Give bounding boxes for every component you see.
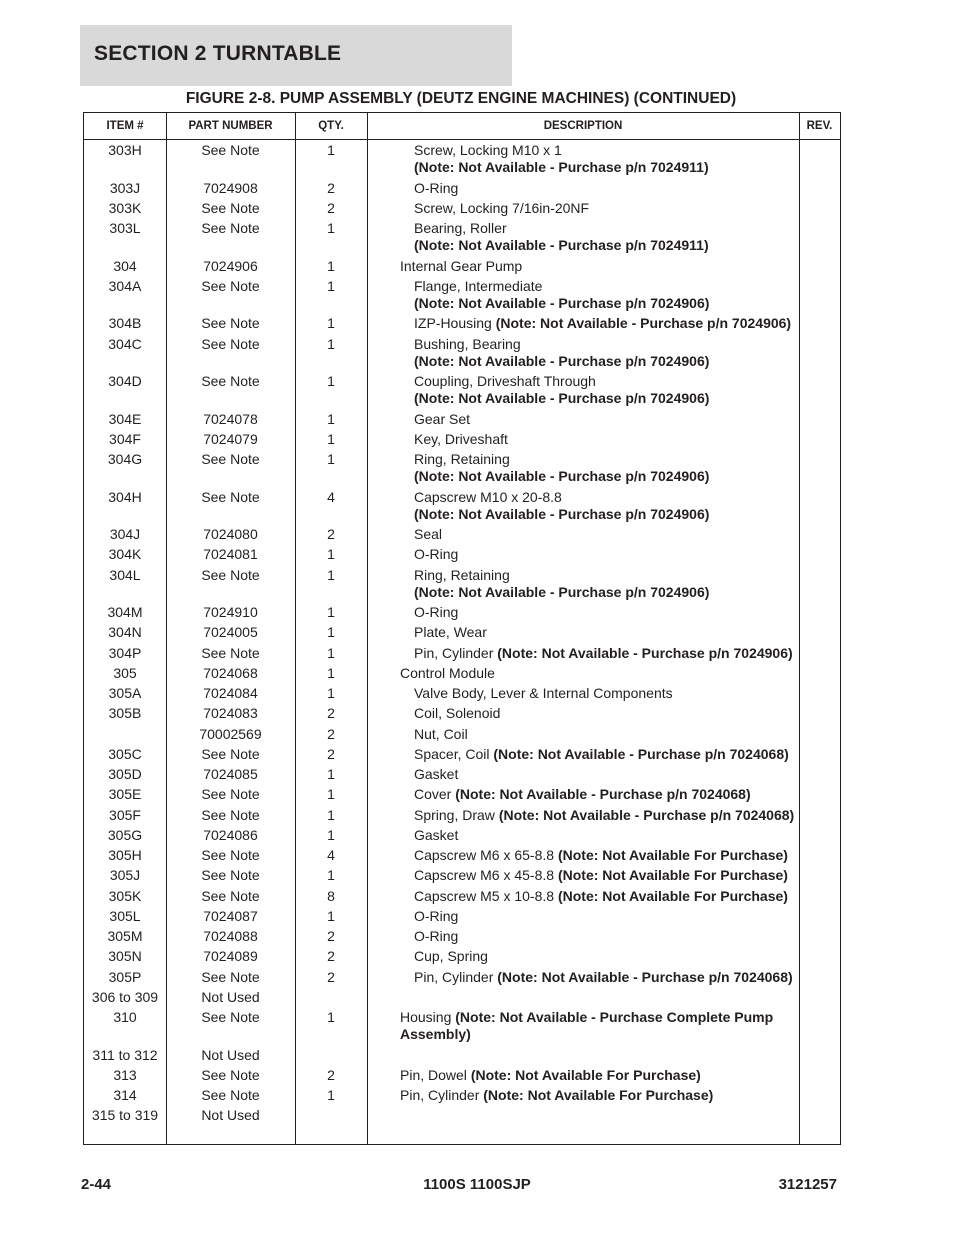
description	[414, 220, 814, 254]
description	[400, 665, 800, 682]
part-number: See Note	[201, 644, 260, 661]
item-number: 304	[113, 257, 137, 274]
description	[414, 969, 814, 986]
table-row	[84, 665, 840, 685]
quantity: 1	[327, 142, 335, 158]
table-row	[84, 1009, 840, 1047]
description-text: Capscrew M5 x 10-8.8	[414, 887, 558, 904]
quantity: 2	[327, 199, 335, 216]
description	[400, 1067, 800, 1084]
description-text: O-Ring	[414, 546, 459, 563]
part-number: Not Used	[201, 1046, 260, 1063]
item-number: 305L	[109, 907, 141, 924]
description	[414, 624, 814, 641]
availability-note: (Note: Not Available - Purchase p/n 7024906)	[414, 390, 710, 406]
table-row	[84, 142, 840, 180]
table-row	[84, 1107, 840, 1127]
table-row	[84, 624, 840, 644]
item-number: 305J	[109, 867, 141, 884]
description	[414, 827, 814, 844]
table-row	[84, 258, 840, 278]
part-number: 7024083	[203, 705, 258, 722]
quantity: 1	[327, 826, 335, 843]
item-number: 305C	[108, 745, 142, 762]
table-row	[84, 315, 840, 335]
description	[414, 766, 814, 783]
table-row	[84, 847, 840, 867]
part-number: See Note	[201, 1066, 260, 1083]
availability-note: (Note: Not Available - Purchase p/n 7024911)	[414, 159, 709, 175]
item-number: 315 to 319	[91, 1107, 159, 1124]
description	[414, 373, 814, 407]
table-row	[84, 411, 840, 431]
quantity: 1	[327, 664, 335, 681]
description	[414, 705, 814, 722]
description	[414, 867, 814, 884]
table-row	[84, 1047, 840, 1067]
table-row	[84, 786, 840, 806]
item-number: 304A	[108, 277, 142, 294]
table-row	[84, 766, 840, 786]
description-text: Gear Set	[414, 410, 471, 427]
description-text: O-Ring	[414, 907, 459, 924]
part-number: See Note	[201, 1009, 260, 1025]
part-number: See Note	[201, 315, 260, 332]
description-text: Gasket	[414, 766, 459, 782]
table-row	[84, 526, 840, 546]
part-number: See Note	[201, 488, 260, 505]
description	[414, 489, 814, 523]
description	[414, 726, 814, 743]
quantity: 1	[327, 624, 335, 641]
item-number: 305D	[108, 766, 142, 782]
table-row	[84, 807, 840, 827]
table-row	[84, 969, 840, 989]
description-text: Seal	[414, 526, 443, 542]
quantity: 1	[327, 410, 335, 427]
quantity: 1	[327, 566, 335, 583]
table-row	[84, 200, 840, 220]
quantity: 1	[327, 867, 335, 884]
part-number: 7024084	[203, 685, 258, 701]
description	[414, 567, 814, 601]
description	[414, 786, 814, 803]
item-number: 304E	[108, 410, 142, 427]
description-text: Capscrew M6 x 65-8.8	[414, 847, 558, 863]
item-number: 305A	[108, 685, 142, 701]
description	[414, 928, 814, 945]
part-number: See Note	[201, 786, 260, 803]
availability-note: (Note: Not Available For Purchase)	[557, 887, 788, 904]
part-number: See Note	[201, 277, 260, 294]
item-number: 303H	[108, 142, 142, 158]
table-body	[84, 142, 840, 1128]
description	[414, 431, 814, 448]
description-text: Ring, Retaining	[414, 566, 510, 583]
availability-note: (Note: Not Available - Purchase p/n 7024068)	[498, 806, 795, 823]
part-number: See Note	[201, 1087, 260, 1103]
item-number: 304N	[108, 624, 142, 641]
table-row	[84, 180, 840, 200]
availability-note: (Note: Not Available - Purchase Complete Pump	[455, 1009, 774, 1025]
table-row	[84, 726, 840, 746]
item-number: 304H	[108, 488, 142, 505]
table-row	[84, 908, 840, 928]
description-text: O-Ring	[414, 604, 459, 620]
item-number: 304C	[108, 335, 142, 352]
table-row	[84, 645, 840, 665]
table-row	[84, 489, 840, 527]
part-number: See Note	[201, 847, 260, 863]
description	[400, 1087, 800, 1104]
quantity: 2	[327, 526, 335, 542]
availability-note: (Note: Not Available - Purchase p/n 7024068)	[497, 968, 793, 985]
item-number: 305N	[108, 948, 142, 965]
part-number: Not Used	[201, 1107, 260, 1124]
part-number: 7024078	[203, 410, 258, 427]
availability-note: (Note: Not Available - Purchase p/n 7024906)	[414, 294, 710, 311]
item-number: 314	[113, 1087, 137, 1103]
availability-note: Assembly)	[400, 1026, 471, 1042]
description-text: Capscrew M6 x 45-8.8	[414, 867, 558, 884]
availability-note: (Note: Not Available For Purchase)	[483, 1087, 714, 1103]
item-number: 304M	[107, 604, 143, 620]
section-header	[80, 25, 512, 86]
item-number: 304B	[108, 315, 142, 332]
item-number: 304D	[108, 373, 142, 389]
quantity: 2	[327, 928, 335, 944]
description-text: Pin, Dowel	[400, 1066, 471, 1083]
description-text: Screw, Locking M10 x 1	[414, 142, 562, 158]
part-number: 7024910	[203, 604, 258, 620]
quantity: 2	[327, 725, 335, 742]
quantity: 1	[327, 604, 335, 620]
part-number: 7024068	[203, 664, 258, 681]
table-row	[84, 431, 840, 451]
availability-note: (Note: Not Available - Purchase p/n 7024906)	[414, 505, 710, 522]
item-number: 305M	[107, 928, 143, 944]
item-number: 305F	[109, 806, 141, 823]
item-number: 305B	[108, 705, 142, 722]
description	[414, 180, 814, 197]
quantity: 2	[327, 705, 335, 722]
description	[414, 142, 814, 176]
availability-note: (Note: Not Available - Purchase p/n 7024068)	[493, 745, 789, 762]
description-text: Capscrew M10 x 20-8.8	[414, 488, 562, 505]
quantity: 2	[327, 745, 335, 762]
description	[414, 847, 814, 864]
header-qty: QTY.	[318, 120, 344, 132]
description-text: IZP-Housing	[414, 315, 496, 332]
description	[414, 411, 814, 428]
table-row	[84, 989, 840, 1009]
description-text: Pin, Cylinder	[414, 968, 498, 985]
table-row	[84, 451, 840, 489]
part-number: See Note	[201, 451, 260, 467]
document-number: 3121257	[778, 1176, 837, 1193]
description-text: Pin, Cylinder	[400, 1087, 484, 1103]
part-number: 70002569	[199, 725, 262, 742]
description-text: Internal Gear Pump	[400, 257, 523, 274]
part-number: See Note	[201, 806, 260, 823]
table-row	[84, 827, 840, 847]
quantity: 4	[327, 847, 335, 863]
item-number: 304L	[109, 566, 141, 583]
item-number: 306 to 309	[91, 988, 159, 1005]
quantity: 2	[327, 948, 335, 965]
availability-note: (Note: Not Available - Purchase p/n 7024911)	[414, 237, 709, 253]
part-number: See Note	[201, 373, 260, 389]
table-row	[84, 373, 840, 411]
quantity: 4	[327, 488, 335, 505]
item-number: 304J	[109, 526, 141, 542]
part-number: See Note	[201, 867, 260, 884]
header-part-number: PART NUMBER	[188, 120, 273, 132]
header-description: DESCRIPTION	[543, 120, 623, 132]
item-number: 304P	[108, 644, 142, 661]
table-row	[84, 746, 840, 766]
description-text: Flange, Intermediate	[414, 277, 543, 294]
figure-title: FIGURE 2-8. PUMP ASSEMBLY (DEUTZ ENGINE MACHINES) (CONTINUED)	[185, 90, 737, 107]
description-text: Coil, Solenoid	[414, 705, 501, 722]
description	[414, 200, 814, 217]
part-number: See Note	[201, 887, 260, 904]
part-number: Not Used	[201, 988, 260, 1005]
availability-note: (Note: Not Available - Purchase p/n 7024906)	[495, 315, 792, 332]
description-text: Nut, Coil	[414, 725, 468, 742]
part-number: 7024908	[203, 179, 258, 196]
description	[414, 278, 814, 312]
quantity: 1	[327, 786, 335, 803]
quantity: 1	[327, 907, 335, 924]
header-item: ITEM #	[106, 120, 144, 132]
quantity: 1	[327, 315, 335, 332]
description-text: Bushing, Bearing	[414, 335, 521, 352]
quantity: 2	[327, 179, 335, 196]
part-number: See Note	[201, 199, 260, 216]
part-number: 7024005	[203, 624, 258, 641]
description-text: Ring, Retaining	[414, 451, 510, 467]
item-number: 304K	[108, 546, 142, 563]
table-row	[84, 604, 840, 624]
description	[414, 888, 814, 905]
description	[414, 645, 814, 662]
availability-note: (Note: Not Available - Purchase p/n 7024906)	[497, 644, 793, 661]
quantity: 8	[327, 887, 335, 904]
availability-note: (Note: Not Available - Purchase p/n 7024906)	[414, 583, 710, 600]
description-text: Housing	[400, 1009, 456, 1025]
part-number: See Note	[201, 745, 260, 762]
quantity: 1	[327, 1087, 335, 1103]
item-number: 303L	[109, 220, 141, 236]
table-row	[84, 1087, 840, 1107]
part-number: See Note	[201, 220, 260, 236]
part-number: 7024080	[203, 526, 258, 542]
part-number: See Note	[201, 142, 260, 158]
model-numbers: 1100S 1100SJP	[423, 1176, 531, 1193]
quantity: 1	[327, 806, 335, 823]
description-text: Spring, Draw	[414, 806, 499, 823]
quantity: 1	[327, 766, 335, 782]
quantity: 2	[327, 1066, 335, 1083]
table-row	[84, 705, 840, 725]
parts-table	[83, 112, 841, 1145]
quantity: 1	[327, 220, 335, 236]
description	[414, 546, 814, 563]
table-row	[84, 867, 840, 887]
description	[414, 807, 814, 824]
description-text: Plate, Wear	[414, 624, 487, 641]
part-number: See Note	[201, 566, 260, 583]
part-number: 7024081	[203, 546, 258, 563]
section-title: SECTION 2 TURNTABLE	[94, 42, 342, 65]
item-number: 305	[113, 664, 137, 681]
quantity: 1	[327, 1009, 335, 1025]
item-number: 305K	[108, 887, 142, 904]
quantity: 1	[327, 546, 335, 563]
table-row	[84, 888, 840, 908]
item-number: 313	[113, 1066, 137, 1083]
description	[414, 526, 814, 543]
item-number: 311 to 312	[92, 1046, 158, 1063]
part-number: 7024085	[203, 766, 258, 782]
table-row	[84, 278, 840, 316]
quantity: 1	[327, 257, 335, 274]
item-number: 305P	[108, 968, 142, 985]
availability-note: (Note: Not Available For Purchase)	[557, 847, 788, 863]
item-number: 305G	[107, 826, 143, 843]
item-number: 305E	[108, 786, 142, 803]
table-row	[84, 220, 840, 258]
table-header	[84, 113, 840, 140]
table-row	[84, 567, 840, 605]
description	[414, 908, 814, 925]
description-text: Control Module	[400, 664, 495, 681]
availability-note: (Note: Not Available - Purchase p/n 7024068)	[455, 786, 751, 803]
availability-note: (Note: Not Available - Purchase p/n 7024906)	[414, 352, 710, 369]
description	[400, 258, 800, 275]
page-number: 2-44	[81, 1176, 112, 1193]
description	[400, 1009, 800, 1043]
part-number: 7024079	[203, 430, 258, 447]
description-text: Cover	[414, 786, 456, 803]
description	[414, 685, 814, 702]
quantity: 1	[327, 685, 335, 701]
part-number: 7024086	[203, 826, 258, 843]
table-row	[84, 685, 840, 705]
header-rev: REV.	[806, 120, 833, 132]
table-row	[84, 336, 840, 374]
item-number: 303J	[109, 179, 141, 196]
availability-note: (Note: Not Available For Purchase)	[470, 1066, 701, 1083]
availability-note: (Note: Not Available For Purchase)	[557, 867, 788, 884]
table-row	[84, 948, 840, 968]
description-text: Key, Driveshaft	[414, 430, 508, 447]
description-text: Screw, Locking 7/16in-20NF	[414, 199, 590, 216]
table-row	[84, 1067, 840, 1087]
description-text: Bearing, Roller	[414, 220, 507, 236]
quantity: 2	[327, 968, 335, 985]
part-number: 7024087	[203, 907, 258, 924]
item-number: 305H	[108, 847, 142, 863]
description	[414, 948, 814, 965]
description	[414, 746, 814, 763]
table-row	[84, 928, 840, 948]
description-text: Spacer, Coil	[414, 745, 494, 762]
description	[414, 451, 814, 485]
description	[414, 336, 814, 370]
part-number: See Note	[201, 968, 260, 985]
quantity: 1	[327, 277, 335, 294]
part-number: 7024089	[203, 948, 258, 965]
description-text: Coupling, Driveshaft Through	[414, 373, 596, 389]
part-number: 7024088	[203, 928, 258, 944]
availability-note: (Note: Not Available - Purchase p/n 7024906)	[414, 468, 710, 484]
description	[414, 315, 814, 332]
item-number: 310	[113, 1009, 137, 1025]
quantity: 1	[327, 644, 335, 661]
item-number: 304F	[109, 430, 141, 447]
description-text: Pin, Cylinder	[414, 644, 498, 661]
description-text: Cup, Spring	[414, 948, 488, 965]
quantity: 1	[327, 373, 335, 389]
quantity: 1	[327, 335, 335, 352]
item-number: 303K	[108, 199, 142, 216]
description-text: O-Ring	[414, 928, 459, 944]
table-row	[84, 546, 840, 566]
description-text: Gasket	[414, 826, 459, 843]
quantity: 1	[327, 430, 335, 447]
item-number: 304G	[107, 451, 143, 467]
quantity: 1	[327, 451, 335, 467]
part-number: 7024906	[203, 257, 258, 274]
part-number: See Note	[201, 335, 260, 352]
description-text: O-Ring	[414, 179, 459, 196]
description-text: Valve Body, Lever & Internal Components	[414, 685, 673, 701]
description	[414, 604, 814, 621]
